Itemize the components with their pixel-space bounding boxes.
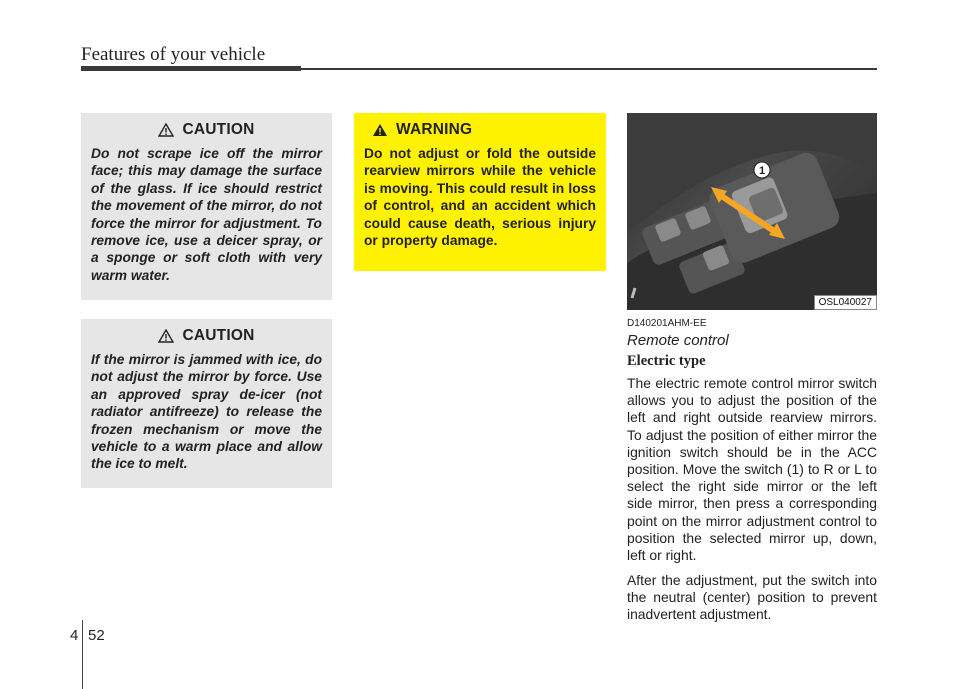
header-rule-thin xyxy=(301,68,877,70)
caution-triangle-icon xyxy=(158,329,174,343)
footer-divider xyxy=(82,620,83,689)
body-paragraph-1: The electric remote control mirror switch allows you to adjust the position of the left and right outside rearview mirrors. To adjust the position of either mirror the ignition switch should be in the ACC position. Move the switch (1) to R or L to select the right side mirror or the left side mirror, then press a corresponding point on the mirror adjustment control to position the selected mirror up, down, left or right. xyxy=(627,375,877,564)
caution-text: Do not scrape ice off the mirror face; this may damage the surface of the glass. If ice should restrict the movement of the mirror, do not force the mirror for adjustment. To remove ice, use a deicer spray, or a sponge or soft cloth with very warm water. xyxy=(91,146,322,283)
caution-heading xyxy=(91,327,322,345)
warning-title: WARNING xyxy=(396,121,473,138)
header-rule-thick xyxy=(81,66,301,71)
warning-text: Do not adjust or fold the outside rearview mirrors while the vehicle is moving. This could result in loss of control, and an accident which could cause death, serious injury or property damage. xyxy=(364,146,596,249)
footer-chapter-number: 4 xyxy=(70,627,79,644)
warning-triangle-icon xyxy=(372,123,388,137)
section-code: D140201AHM-EE xyxy=(627,318,707,329)
mirror-switch-photo xyxy=(627,113,877,310)
mirror-switch-illustration xyxy=(627,113,877,310)
warning-box xyxy=(354,113,606,271)
caution-heading xyxy=(91,121,322,139)
callout-number: 1 xyxy=(758,165,766,177)
section-title: Remote control xyxy=(627,332,729,349)
caution-title: CAUTION xyxy=(182,327,255,344)
warning-heading xyxy=(364,121,596,139)
page-header-title: Features of your vehicle xyxy=(81,44,266,65)
figure-code: OSL040027 xyxy=(814,295,877,310)
body-paragraph-2: After the adjustment, put the switch into the neutral (center) position to prevent inadvertent adjustment. xyxy=(627,572,877,623)
caution-box-ice-scraping xyxy=(81,113,332,300)
section-subhead: Electric type xyxy=(627,353,706,369)
caution-box-jammed-mirror xyxy=(81,319,332,488)
caution-title: CAUTION xyxy=(182,121,255,138)
caution-triangle-icon xyxy=(158,123,174,137)
caution-text: If the mirror is jammed with ice, do not adjust the mirror by force. Use an approved spray de-icer (not radiator antifreeze) to release the frozen mechanism or move the vehicle to a warm place and allow the ice to melt. xyxy=(91,352,322,472)
footer-page-number: 52 xyxy=(88,627,105,644)
